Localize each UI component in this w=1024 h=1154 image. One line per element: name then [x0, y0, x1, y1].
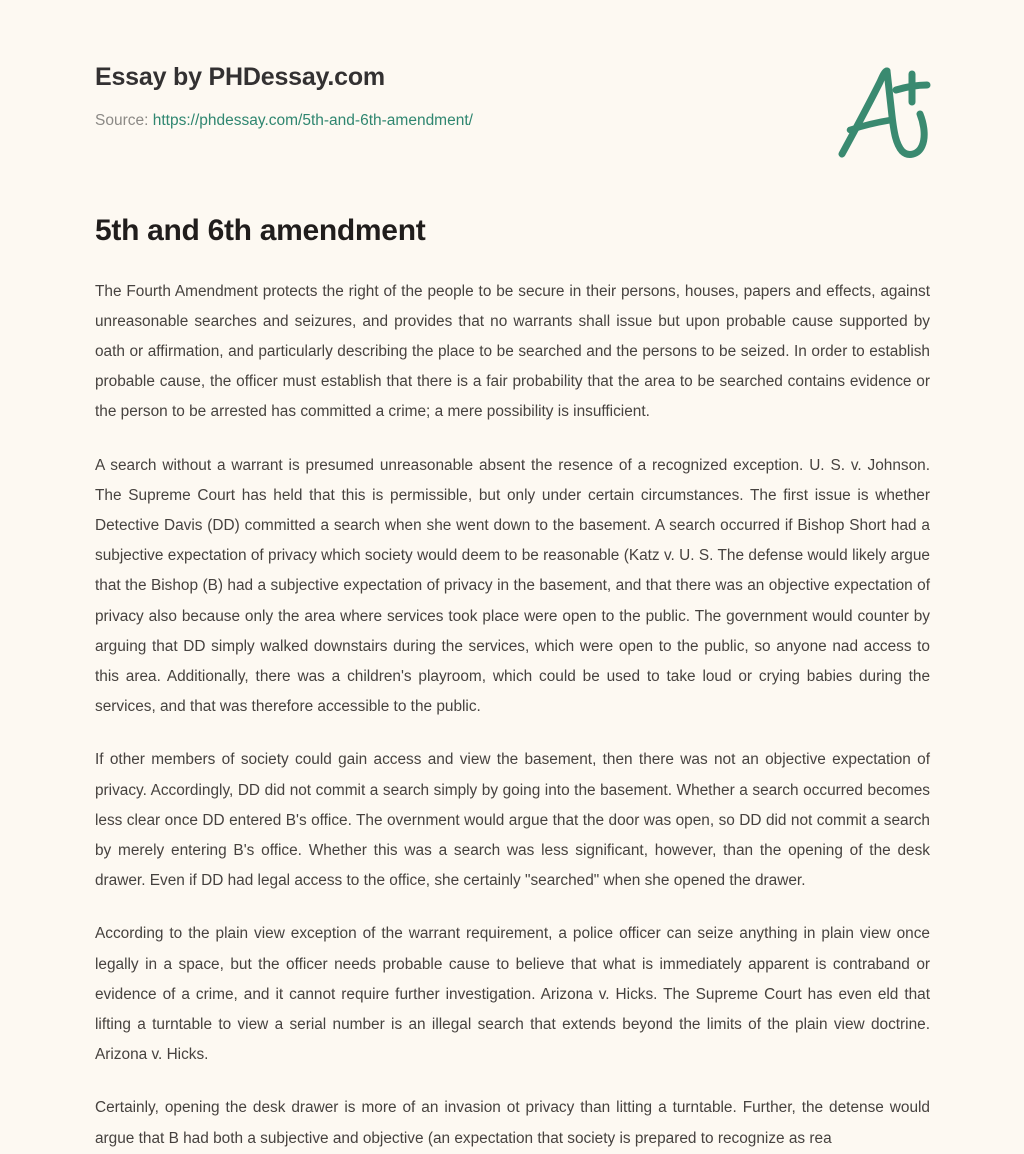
essay-body	[0, 250, 1024, 1154]
document-header	[0, 0, 1024, 150]
paragraph: If other members of society could gain access and view the basement, then there was not an objective expectation of privacy. Accordingly, DD did not commit a search simply by going into the basement. Whether a search occurred becomes less clear once DD entered B's office. The overnment would argue that the door was open, so DD did not commit a search by merely entering B's office. Whether this was a search was less significant, however, than the opening of the desk drawer. Even if DD had legal access to the office, she certainly "searched" when she opened the drawer.	[95, 751, 930, 890]
source-label: Source:	[95, 112, 149, 129]
brand-title: Essay by PHDessay.com	[95, 63, 385, 91]
a-plus-logo-icon	[828, 58, 938, 168]
page-title: 5th and 6th amendment	[95, 214, 426, 247]
paragraph: According to the plain view exception of the warrant requirement, a police officer can seize anything in plain view once legally in a space, but the officer needs probable cause to believe that what is immediately apparent is contraband or evidence of a crime, and it cannot require further investigation. Arizona v. Hicks. The Supreme Court has even eld that lifting a turntable to view a serial number is an illegal search that extends beyond the limits of the plain view doctrine. Arizona v. Hicks.	[95, 925, 930, 1064]
source-url-link[interactable]: https://phdessay.com/5th-and-6th-amendment/	[152, 112, 473, 129]
paragraph: The Fourth Amendment protects the right of the people to be secure in their persons, houses, papers and effects, against unreasonable searches and seizures, and provides that no warrants shall issue but upon probable cause supported by oath or affirmation, and particularly describing the place to be searched and the persons to be seized. In order to establish probable cause, the officer must establish that there is a fair probability that the area to be searched contains evidence or the person to be arrested has committed a crime; a mere possibility is insufficient.	[95, 282, 930, 421]
paragraph: Certainly, opening the desk drawer is more of an invasion ot privacy than litting a turntable. Further, the detense would argue that B had both a subjective and objective (an expectation that society is prepared to recognize as rea	[95, 1099, 930, 1147]
a-plus-logo	[828, 58, 938, 168]
paragraph: A search without a warrant is presumed unreasonable absent the resence of a recognized exception. U. S. v. Johnson. The Supreme Court has held that this is permissible, but only under certain circumstances. The first issue is whether Detective Davis (DD) committed a search when she went down to the basement. A search occurred if Bishop Short had a subjective expectation of privacy which society would deem to be reasonable (Katz v. U. S. The defense would likely argue that the Bishop (B) had a subjective expectation of privacy in the basement, and that there was an objective expectation of privacy also because only the area where services took place were open to the public. The government would counter by arguing that DD simply walked downstairs during the services, which were open to the public, so anyone nad access to this area. Additionally, there was a children's playroom, which could be used to take loud or crying babies during the services, and that was therefore accessible to the public.	[95, 456, 930, 716]
source-line	[95, 111, 930, 131]
